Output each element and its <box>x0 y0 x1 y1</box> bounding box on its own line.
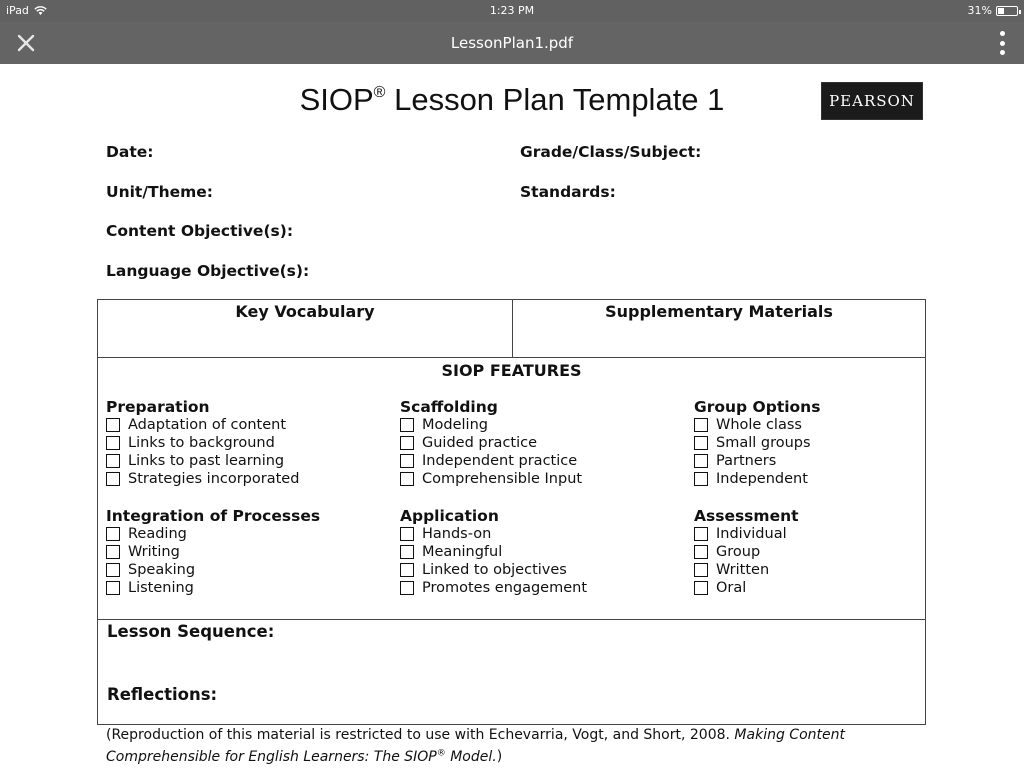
key-vocabulary-header: Key Vocabulary <box>235 302 375 321</box>
checkbox[interactable] <box>400 581 414 595</box>
lesson-sequence-label: Lesson Sequence: <box>107 622 275 641</box>
checklist-item[interactable]: Small groups <box>694 434 820 452</box>
checkbox[interactable] <box>106 472 120 486</box>
checkbox[interactable] <box>694 563 708 577</box>
group-title: Application <box>400 507 499 525</box>
pdf-page <box>12 64 1008 768</box>
vocabulary-row <box>98 300 925 358</box>
checkbox[interactable] <box>106 418 120 432</box>
checklist-item[interactable]: Writing <box>106 543 320 561</box>
standards-label: Standards: <box>520 183 616 201</box>
checkbox[interactable] <box>400 545 414 559</box>
checklist-item[interactable]: Strategies incorporated <box>106 470 299 488</box>
checkbox[interactable] <box>694 454 708 468</box>
supplementary-materials-header: Supplementary Materials <box>605 302 833 321</box>
checkbox[interactable] <box>694 527 708 541</box>
checklist-item[interactable]: Whole class <box>694 416 820 434</box>
grade-class-subject-label: Grade/Class/Subject: <box>520 143 702 161</box>
assessment-group <box>694 507 799 597</box>
preparation-group <box>106 398 299 488</box>
siop-features-header: SIOP FEATURES <box>441 361 582 380</box>
checkbox[interactable] <box>694 545 708 559</box>
checklist-item[interactable]: Speaking <box>106 561 320 579</box>
checkbox[interactable] <box>106 563 120 577</box>
checklist-item[interactable]: Comprehensible Input <box>400 470 582 488</box>
checkbox[interactable] <box>106 436 120 450</box>
content-objectives-label: Content Objective(s): <box>106 222 294 240</box>
battery-icon <box>996 6 1018 16</box>
checklist-item[interactable]: Group <box>694 543 799 561</box>
checklist-item[interactable]: Links to background <box>106 434 299 452</box>
group-title: Assessment <box>694 507 799 525</box>
group-title: Preparation <box>106 398 210 416</box>
checklist-item[interactable]: Links to past learning <box>106 452 299 470</box>
language-objectives-label: Language Objective(s): <box>106 262 310 280</box>
pearson-logo: PEARSON <box>821 82 923 120</box>
battery-percent: 31% <box>967 4 992 17</box>
group-title: Scaffolding <box>400 398 498 416</box>
checkbox[interactable] <box>400 436 414 450</box>
checkbox[interactable] <box>400 454 414 468</box>
reflections-label: Reflections: <box>107 685 218 704</box>
checkbox[interactable] <box>694 436 708 450</box>
checklist-item[interactable]: Meaningful <box>400 543 587 561</box>
checklist-item[interactable]: Hands-on <box>400 525 587 543</box>
checkbox[interactable] <box>400 527 414 541</box>
checkbox[interactable] <box>400 563 414 577</box>
document-filename: LessonPlan1.pdf <box>450 34 574 52</box>
checkbox[interactable] <box>694 418 708 432</box>
checklist-item[interactable]: Adaptation of content <box>106 416 299 434</box>
checkbox[interactable] <box>400 472 414 486</box>
checklist-item[interactable]: Individual <box>694 525 799 543</box>
checkbox[interactable] <box>106 545 120 559</box>
group-options-group <box>694 398 820 488</box>
checklist-item[interactable]: Guided practice <box>400 434 582 452</box>
date-label: Date: <box>106 143 154 161</box>
group-title: Group Options <box>694 398 821 416</box>
lesson-sequence-section <box>98 619 925 725</box>
application-group <box>400 507 587 597</box>
group-title: Integration of Processes <box>106 507 321 525</box>
checkbox[interactable] <box>106 527 120 541</box>
checklist-item[interactable]: Modeling <box>400 416 582 434</box>
status-right <box>968 4 1018 17</box>
checkbox[interactable] <box>694 472 708 486</box>
checkbox[interactable] <box>106 454 120 468</box>
unit-theme-label: Unit/Theme: <box>106 183 213 201</box>
checklist-item[interactable]: Partners <box>694 452 820 470</box>
scaffolding-group <box>400 398 582 488</box>
viewer-toolbar <box>0 22 1024 64</box>
checklist-item[interactable]: Independent <box>694 470 820 488</box>
siop-table <box>97 299 926 725</box>
checklist-item[interactable]: Written <box>694 561 799 579</box>
status-time: 1:23 PM <box>489 4 535 17</box>
checklist-item[interactable]: Independent practice <box>400 452 582 470</box>
checklist-item[interactable]: Promotes engagement <box>400 579 587 597</box>
checklist-item[interactable]: Listening <box>106 579 320 597</box>
citation-note: (Reproduction of this material is restricted to use with Echevarria, Vogt, and Short, 2008. Making Content Comprehensible for English Learners: The SIOP® Model.) <box>106 727 845 765</box>
integration-of-processes-group <box>106 507 320 597</box>
more-options-icon[interactable] <box>998 31 1006 55</box>
checkbox[interactable] <box>400 418 414 432</box>
checklist-item[interactable]: Linked to objectives <box>400 561 587 579</box>
status-bar <box>0 0 1024 22</box>
device-name: iPad <box>6 4 29 17</box>
checkbox[interactable] <box>106 581 120 595</box>
checklist-item[interactable]: Oral <box>694 579 799 597</box>
document-title: SIOP® Lesson Plan Template 1 <box>299 82 725 117</box>
checkbox[interactable] <box>694 581 708 595</box>
checklist-item[interactable]: Reading <box>106 525 320 543</box>
